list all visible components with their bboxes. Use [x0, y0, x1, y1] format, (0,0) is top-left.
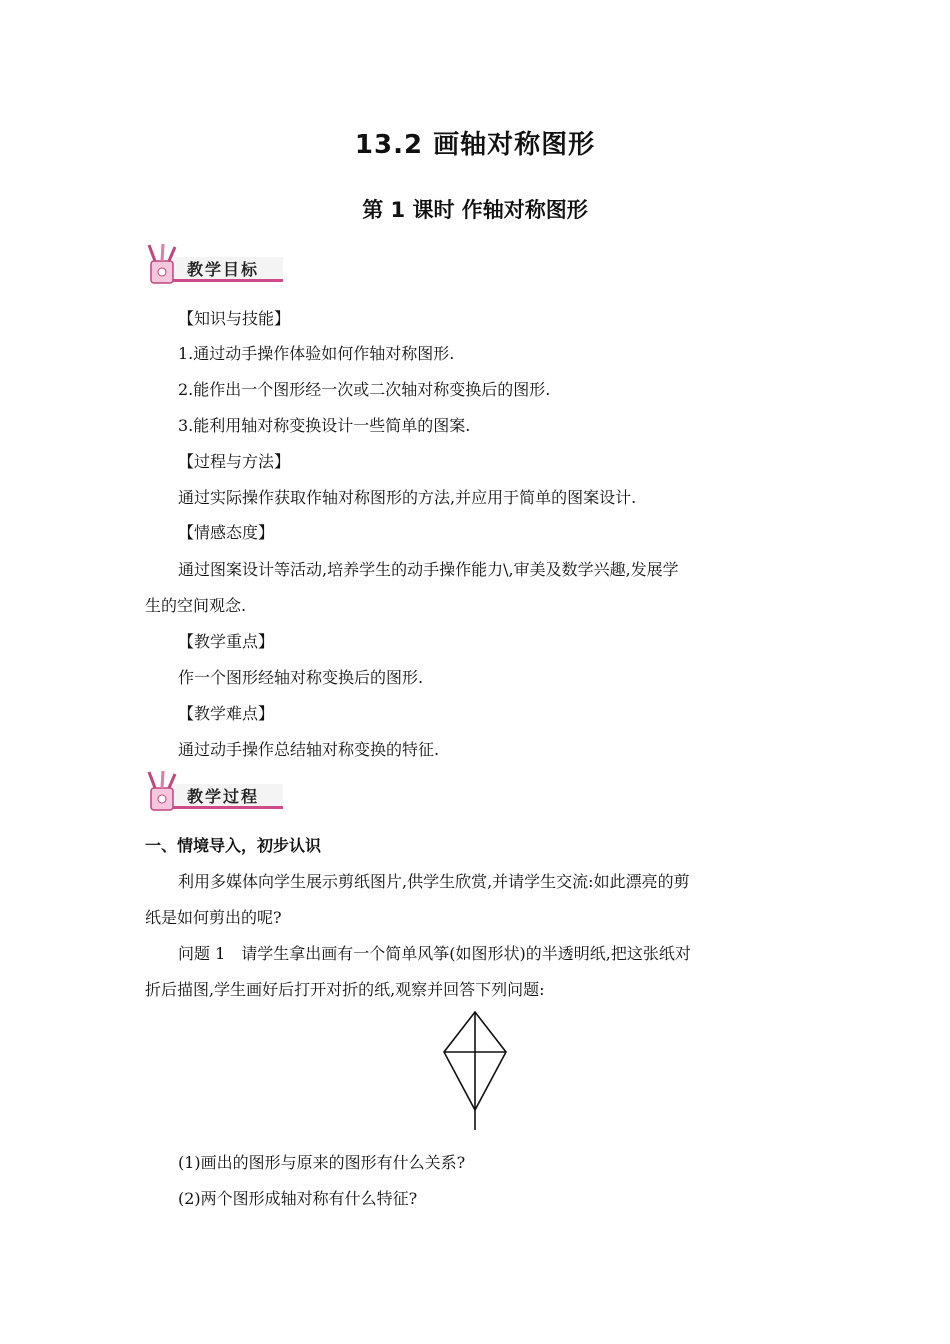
section-heading-1: 一、情境导入，初步认识 — [145, 836, 322, 855]
intro-text-line-1: 利用多媒体向学生展示剪纸图片,供学生欣赏,并请学生交流:如此漂亮的剪 — [178, 872, 690, 891]
page-title: 13.2 画轴对称图形 — [354, 130, 596, 160]
intro-text-line-2: 纸是如何剪出的呢? — [145, 908, 282, 927]
key-point-heading: 【教学重点】 — [178, 632, 275, 651]
question-1-line-1: 问题 1 请学生拿出画有一个简单风筝(如图形状)的半透明纸,把这张纸对 — [178, 944, 691, 963]
pencil-cup-icon — [143, 243, 187, 287]
process-method-heading: 【过程与方法】 — [178, 452, 291, 471]
knowledge-item-3: 3.能利用轴对称变换设计一些简单的图案. — [178, 416, 471, 435]
question-1-sub-1: (1)画出的图形与原来的图形有什么关系? — [178, 1153, 466, 1172]
emotion-text-line-1: 通过图案设计等活动,培养学生的动手操作能力\,审美及数学兴趣,发展学 — [178, 560, 679, 579]
process-method-text: 通过实际操作获取作轴对称图形的方法,并应用于简单的图案设计. — [178, 488, 637, 507]
knowledge-item-2: 2.能作出一个图形经一次或二次轴对称变换后的图形. — [178, 380, 551, 399]
question-1-sub-2: (2)两个图形成轴对称有什么特征? — [178, 1189, 418, 1208]
difficulty-text: 通过动手操作总结轴对称变换的特征. — [178, 740, 440, 759]
key-point-text: 作一个图形经轴对称变换后的图形. — [178, 668, 424, 687]
badge-label: 教学过程 — [187, 787, 260, 806]
pencil-cup-icon — [143, 770, 187, 814]
emotion-text-line-2: 生的空间观念. — [145, 596, 247, 615]
lesson-subtitle: 第 1 课时 作轴对称图形 — [362, 198, 588, 222]
knowledge-item-1: 1.通过动手操作体验如何作轴对称图形. — [178, 344, 455, 363]
difficulty-heading: 【教学难点】 — [178, 704, 275, 723]
question-1-line-2: 折后描图,学生画好后打开对折的纸,观察并回答下列问题: — [145, 980, 545, 999]
emotion-heading: 【情感态度】 — [178, 523, 275, 542]
knowledge-heading: 【知识与技能】 — [178, 309, 291, 328]
kite-figure — [440, 1010, 510, 1132]
badge-label: 教学目标 — [187, 260, 260, 279]
section-badge-process — [143, 770, 293, 814]
section-badge-goals — [143, 243, 293, 287]
